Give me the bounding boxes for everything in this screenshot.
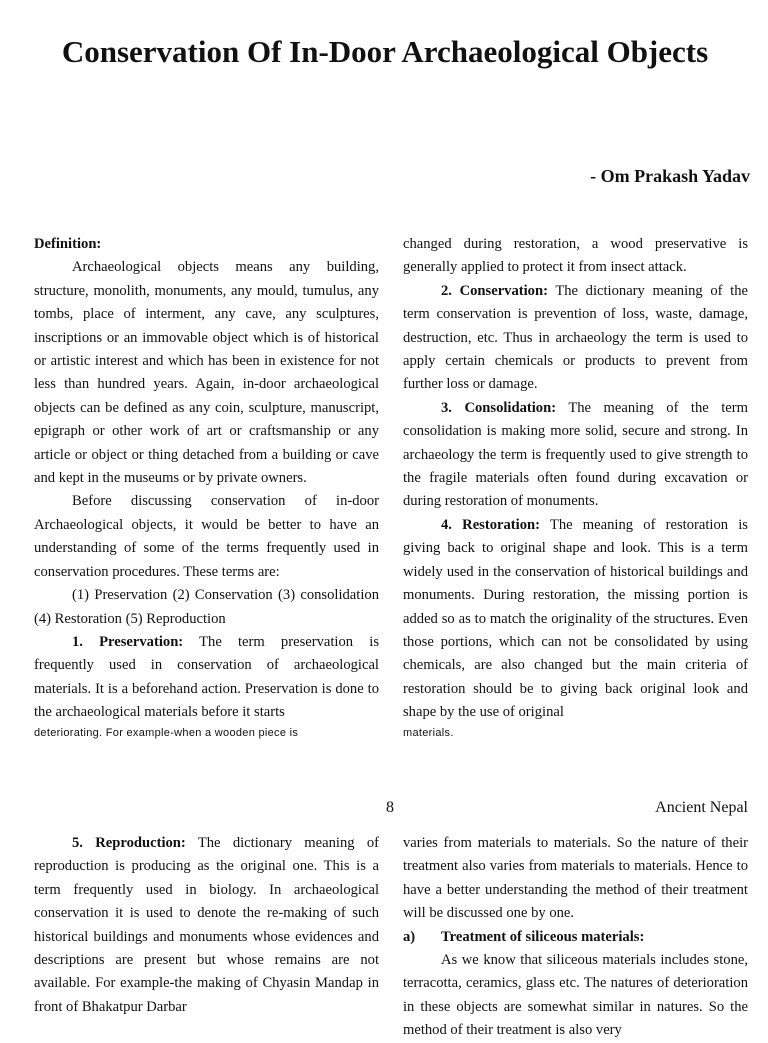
- column-3: [34, 832, 379, 1019]
- paragraph: [403, 397, 748, 514]
- subheading: [403, 926, 748, 949]
- column-4: [403, 832, 748, 1043]
- paragraph: [403, 514, 748, 725]
- paragraph: varies from materials to materials. So the nature of their treatment also varies from materials to materials. Hence to have a better understanding the method of their treatment will be discussed one by one.: [403, 835, 748, 922]
- article-title: Conservation Of In-Door Archaeological Objects: [61, 34, 709, 69]
- term-heading: 5. Reproduction:: [72, 835, 186, 851]
- term-text: The dictionary meaning of reproduction is producing as the original one. This is a term frequently used in biology. In archaeological conservation it is used to denote the re-making of such historical buildings and monuments whose evidences and descriptions are present but whose remains are not available. For example-the making of Chyasin Mandap in front of Bhakatpur Darbar: [34, 835, 380, 1015]
- article-author: - Om Prakash Yadav: [590, 166, 750, 186]
- term-text: The term preservation is frequently used in conservation of archaeological materials. It is a beforehand action. Preservation is done to the archaeological materials before it starts: [34, 633, 379, 721]
- paragraph: [34, 832, 379, 1019]
- column-1: [34, 233, 379, 741]
- term-text: The meaning of the term consolidation is making more solid, secure and strong. In archaeology the term is frequently used to give strength to the fragile materials often found during excavation or during restoration of monuments.: [403, 399, 748, 510]
- term-heading: 4. Restoration:: [441, 516, 540, 533]
- subheading-text: Treatment of siliceous materials:: [441, 928, 645, 945]
- subheading-marker: a): [403, 928, 416, 945]
- paragraph: [403, 280, 748, 397]
- paragraph: [34, 631, 379, 725]
- term-heading: 1. Preservation:: [72, 633, 184, 650]
- definition-heading: Definition:: [34, 236, 102, 252]
- paragraph: (1) Preservation (2) Conservation (3) consolidation (4) Restoration (5) Reproduction: [34, 587, 379, 627]
- column-2: [403, 233, 748, 741]
- page-number: 8: [386, 799, 394, 816]
- paragraph: changed during restoration, a wood preservative is generally applied to protect it from insect attack.: [403, 236, 748, 276]
- paragraph: Before discussing conservation of in-door Archaeological objects, it would be better to have an understanding of some of the terms frequently used in conservation procedures. These terms are:: [34, 493, 379, 580]
- paragraph-tail: deteriorating. For example-when a wooden piece is: [34, 726, 299, 739]
- term-text: The meaning of restoration is giving back to original shape and look. This is a term widely used in the conservation of historical buildings and monuments. During restoration, the missing portion is added so as to match the originality of the structures. Even those portions, which can not be consolidated by using chemicals, are also changed but the main criteria of restoration should be to giving back original look and shape by the use of original: [403, 516, 748, 721]
- term-heading: 3. Consolidation:: [441, 399, 557, 416]
- term-heading: 2. Conservation:: [441, 282, 548, 299]
- paragraph-tail: materials.: [403, 726, 454, 739]
- term-text: The dictionary meaning of the term conservation is prevention of loss, waste, damage, destruction, etc. Thus in archaeology the term is used to apply certain chemicals or products to prevent from further loss or damage.: [403, 282, 748, 393]
- paragraph: As we know that siliceous materials includes stone, terracotta, ceramics, glass etc. The natures of deterioration in these objects are somewhat similar in natures. So the method of their treatment is also very: [403, 952, 748, 1039]
- journal-name: Ancient Nepal: [655, 799, 748, 816]
- paragraph: Archaeological objects means any building, structure, monolith, monuments, any mould, tumulus, any tombs, place of interment, any cave, any sculptures, inscriptions or an immovable object which is of historical or artistic interest and which has been in existence for not less than hundred years. Again, in-door archaeological objects can be defined as any coin, sculpture, manuscript, epigraph or other work of art or craftsmanship or any article or object or thing detached from a building or cave and kept in the museums or by private owners.: [34, 259, 379, 487]
